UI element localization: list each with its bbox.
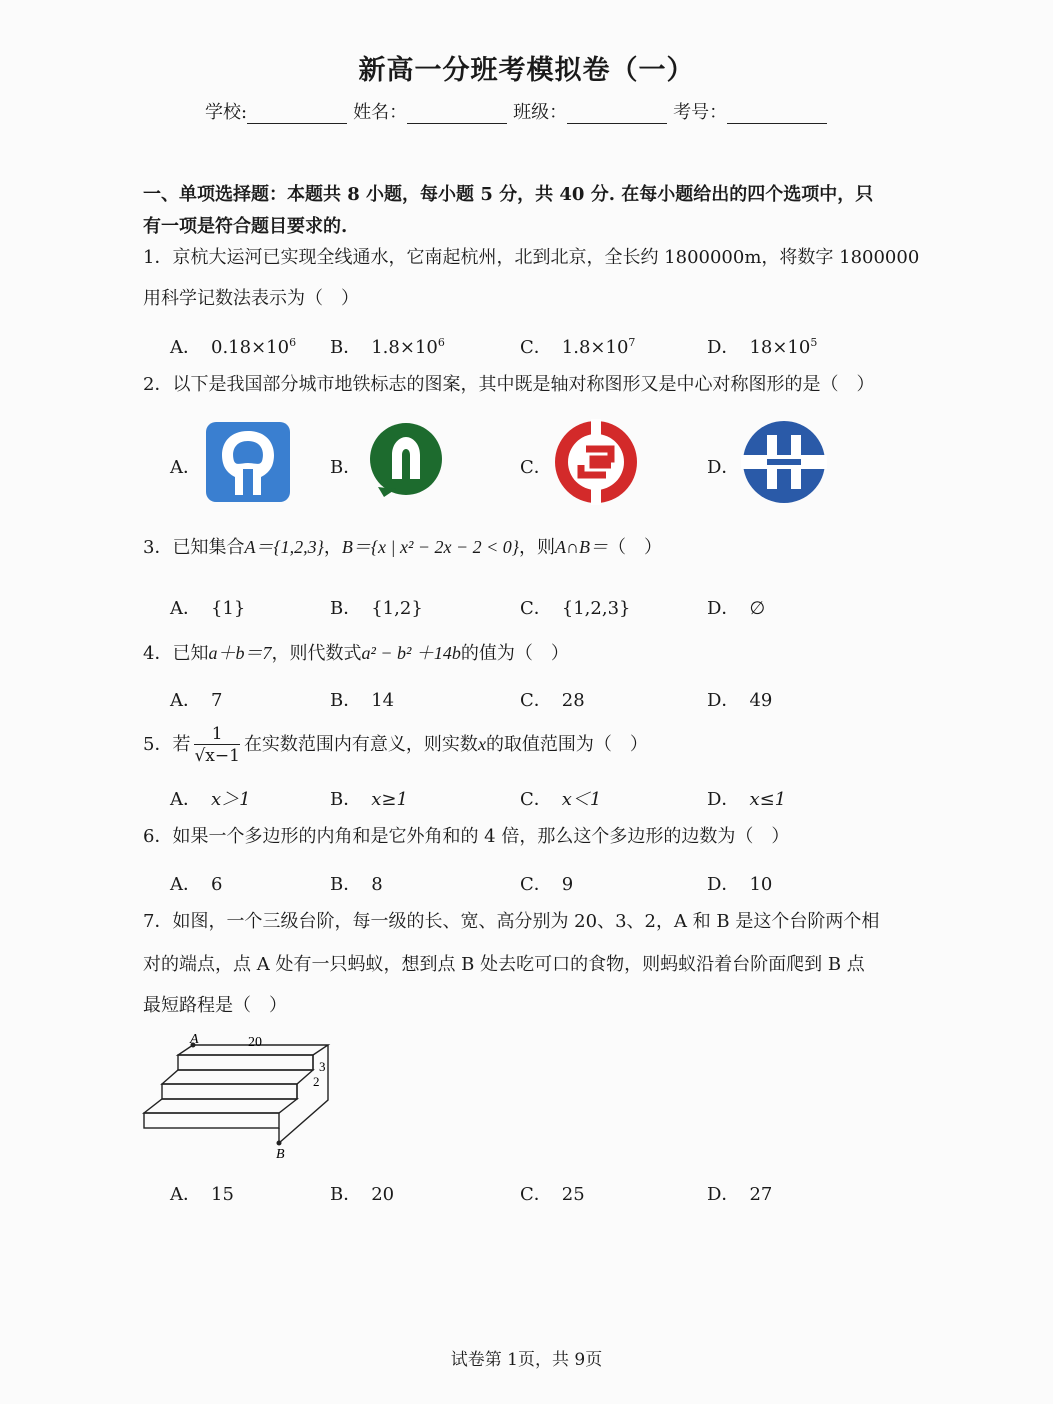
option-label: A． (170, 1184, 201, 1205)
question-1-line2: 用科学记数法表示为（ ） (143, 288, 359, 309)
page-footer: 试卷第 1页，共 9页 (450, 1350, 603, 1370)
option-value: ∅ (749, 598, 766, 619)
q3-end: （ ） (608, 537, 663, 558)
option-label: C． (520, 598, 552, 619)
q3-option-a[interactable] (170, 594, 245, 620)
q7-option-b[interactable] (330, 1180, 394, 1206)
option-value: 27 (749, 1184, 773, 1205)
height-label: 2 (313, 1074, 320, 1089)
q3-option-d[interactable] (707, 594, 765, 620)
option-label: A． (170, 789, 201, 810)
option-value: 1.8×10 (561, 337, 629, 358)
q1-option-d[interactable] (707, 333, 817, 359)
class-blank[interactable] (567, 105, 667, 124)
question-2: 2．以下是我国部分城市地铁标志的图案，其中既是轴对称图形又是中心对称图形的是（ ） (143, 374, 875, 395)
q3-set-a: A＝{1,2,3} (244, 537, 324, 557)
section-heading-line1: 一、单项选择题：本题共 8 小题，每小题 5 分，共 40 分. 在每小题给出的四个选项中，只 (143, 184, 874, 205)
staircase-figure (138, 1030, 338, 1165)
q3-sep: ， (323, 537, 342, 558)
q2-option-b[interactable]: B． (330, 457, 362, 478)
option-label: D． (707, 1184, 740, 1205)
option-label: A． (170, 874, 201, 895)
name-blank[interactable] (407, 105, 507, 124)
option-value: x＜1 (561, 789, 602, 810)
option-label: D． (707, 598, 740, 619)
option-value: 15 (211, 1184, 234, 1205)
q5-variable: x (477, 734, 486, 754)
metro-logo-green-circle-icon (364, 421, 448, 503)
option-value: 20 (371, 1184, 395, 1205)
number-label: 考号： (673, 102, 728, 123)
q6-option-a[interactable] (170, 870, 222, 896)
student-info-line (205, 98, 833, 124)
length-label: 20 (248, 1035, 262, 1050)
option-exponent: 5 (810, 336, 818, 349)
option-label: D． (707, 874, 740, 895)
option-value: 7 (211, 690, 223, 711)
question-7-line1: 7．如图，一个三级台阶，每一级的长、宽、高分别为 20、3、2，A 和 B 是这个台阶两个相 (143, 911, 880, 932)
q4-option-b[interactable] (330, 686, 394, 712)
class-label: 班级： (513, 102, 568, 123)
question-6: 6．如果一个多边形的内角和是它外角和的 4 倍，那么这个多边形的边数为（ ） (143, 826, 790, 847)
fraction-numerator: 1 (194, 724, 239, 745)
q6-option-d[interactable] (707, 870, 772, 896)
option-value: 49 (749, 690, 773, 711)
option-label: B． (330, 1184, 362, 1205)
question-1-line1: 1．京杭大运河已实现全线通水，它南起杭州，北到北京，全长约 1800000m，将数字 1800000 (143, 247, 920, 268)
section-heading-line2: 有一项是符合题目要求的. (143, 216, 348, 237)
option-label: A． (170, 598, 201, 619)
q5-end: 的取值范围为（ ） (485, 734, 648, 755)
option-label: D． (707, 690, 740, 711)
option-label: B． (330, 337, 362, 358)
q4-end: 的值为（ ） (460, 643, 569, 664)
q4-expression: a² − b² ＋14b (361, 643, 461, 663)
q3-intersection: A∩B＝ (555, 537, 609, 557)
q5-option-d[interactable] (707, 785, 786, 811)
name-label: 姓名： (353, 102, 408, 123)
q5-option-b[interactable] (330, 785, 408, 811)
q4-option-c[interactable] (520, 686, 585, 712)
metro-logo-red-circle-icon (553, 419, 639, 505)
q4-option-d[interactable] (707, 686, 772, 712)
q2-option-d[interactable]: D． (707, 457, 740, 478)
option-value: {1,2,3} (561, 598, 631, 619)
option-label: C． (520, 337, 552, 358)
q5-mid: 在实数范围内有意义，则实数 (243, 734, 478, 755)
q2-option-c[interactable]: C． (520, 457, 552, 478)
q2-option-a[interactable]: A． (170, 457, 201, 478)
page-title: 新高一分班考模拟卷（一） (358, 55, 695, 86)
option-label: A． (170, 690, 201, 711)
option-label: C． (520, 690, 552, 711)
option-value: 9 (561, 874, 574, 895)
point-a-label: A (190, 1032, 199, 1047)
question-3 (143, 537, 913, 558)
option-label: D． (707, 789, 740, 810)
question-4 (143, 643, 913, 664)
q3-option-b[interactable] (330, 594, 423, 620)
question-7-line3: 最短路程是（ ） (143, 995, 287, 1016)
q5-option-a[interactable] (170, 785, 251, 811)
option-label: B． (330, 874, 362, 895)
option-value: 0.18×10 (211, 337, 290, 358)
q3-then: ，则 (519, 537, 556, 558)
q5-text: 5．若 (143, 734, 191, 755)
option-label: B． (330, 598, 362, 619)
number-blank[interactable] (727, 105, 827, 124)
question-7-line2: 对的端点，点 A 处有一只蚂蚁，想到点 B 处去吃可口的食物，则蚂蚁沿着台阶面爬到 B 点 (143, 954, 865, 975)
q6-option-c[interactable] (520, 870, 573, 896)
option-exponent: 7 (628, 336, 636, 349)
q7-option-c[interactable] (520, 1180, 585, 1206)
option-exponent: 6 (289, 336, 297, 349)
option-label: B． (330, 789, 362, 810)
option-value: {1} (211, 598, 246, 619)
q4-mid: ，则代数式 (271, 643, 362, 664)
option-label: C． (520, 1184, 552, 1205)
metro-logo-blue-square-icon (205, 421, 291, 503)
school-label: 学校: (205, 102, 248, 123)
option-value: x≤1 (749, 789, 787, 810)
q4-text: 4．已知 (143, 643, 209, 664)
section-heading (143, 180, 903, 242)
option-value: 14 (371, 690, 395, 711)
q1-option-a[interactable] (170, 333, 296, 359)
option-value: 6 (211, 874, 223, 895)
question-5 (143, 722, 913, 767)
option-value: 28 (561, 690, 585, 711)
q3-option-c[interactable] (520, 594, 631, 620)
q1-option-c[interactable] (520, 333, 635, 359)
q7-option-a[interactable] (170, 1180, 234, 1206)
option-exponent: 6 (437, 336, 445, 349)
width-label: 3 (319, 1059, 326, 1074)
option-label: D． (707, 337, 740, 358)
school-blank[interactable] (247, 105, 347, 124)
metro-logo-blue-h-circle-icon (741, 419, 827, 505)
option-value: 10 (749, 874, 773, 895)
option-label: C． (520, 789, 552, 810)
option-value: x≥1 (371, 789, 408, 810)
option-value: 8 (371, 874, 383, 895)
fraction-denominator: √x−1 (194, 745, 240, 766)
q5-fraction (194, 724, 239, 767)
q5-option-c[interactable] (520, 785, 601, 811)
q7-option-d[interactable] (707, 1180, 772, 1206)
option-value: 25 (561, 1184, 585, 1205)
option-value: 18×10 (749, 337, 811, 358)
q6-option-b[interactable] (330, 870, 383, 896)
q3-set-b: B＝{x | x² − 2x − 2 < 0} (341, 537, 520, 557)
option-value: {1,2} (371, 598, 423, 619)
option-label: A． (170, 337, 201, 358)
q3-text: 3．已知集合 (143, 537, 245, 558)
option-value: 1.8×10 (371, 337, 438, 358)
option-value: x＞1 (211, 789, 251, 810)
q1-option-b[interactable] (330, 333, 445, 359)
point-b-label: B (276, 1147, 285, 1162)
q4-option-a[interactable] (170, 686, 222, 712)
option-label: C． (520, 874, 552, 895)
option-label: B． (330, 690, 362, 711)
q4-condition: a＋b＝7 (208, 643, 272, 663)
